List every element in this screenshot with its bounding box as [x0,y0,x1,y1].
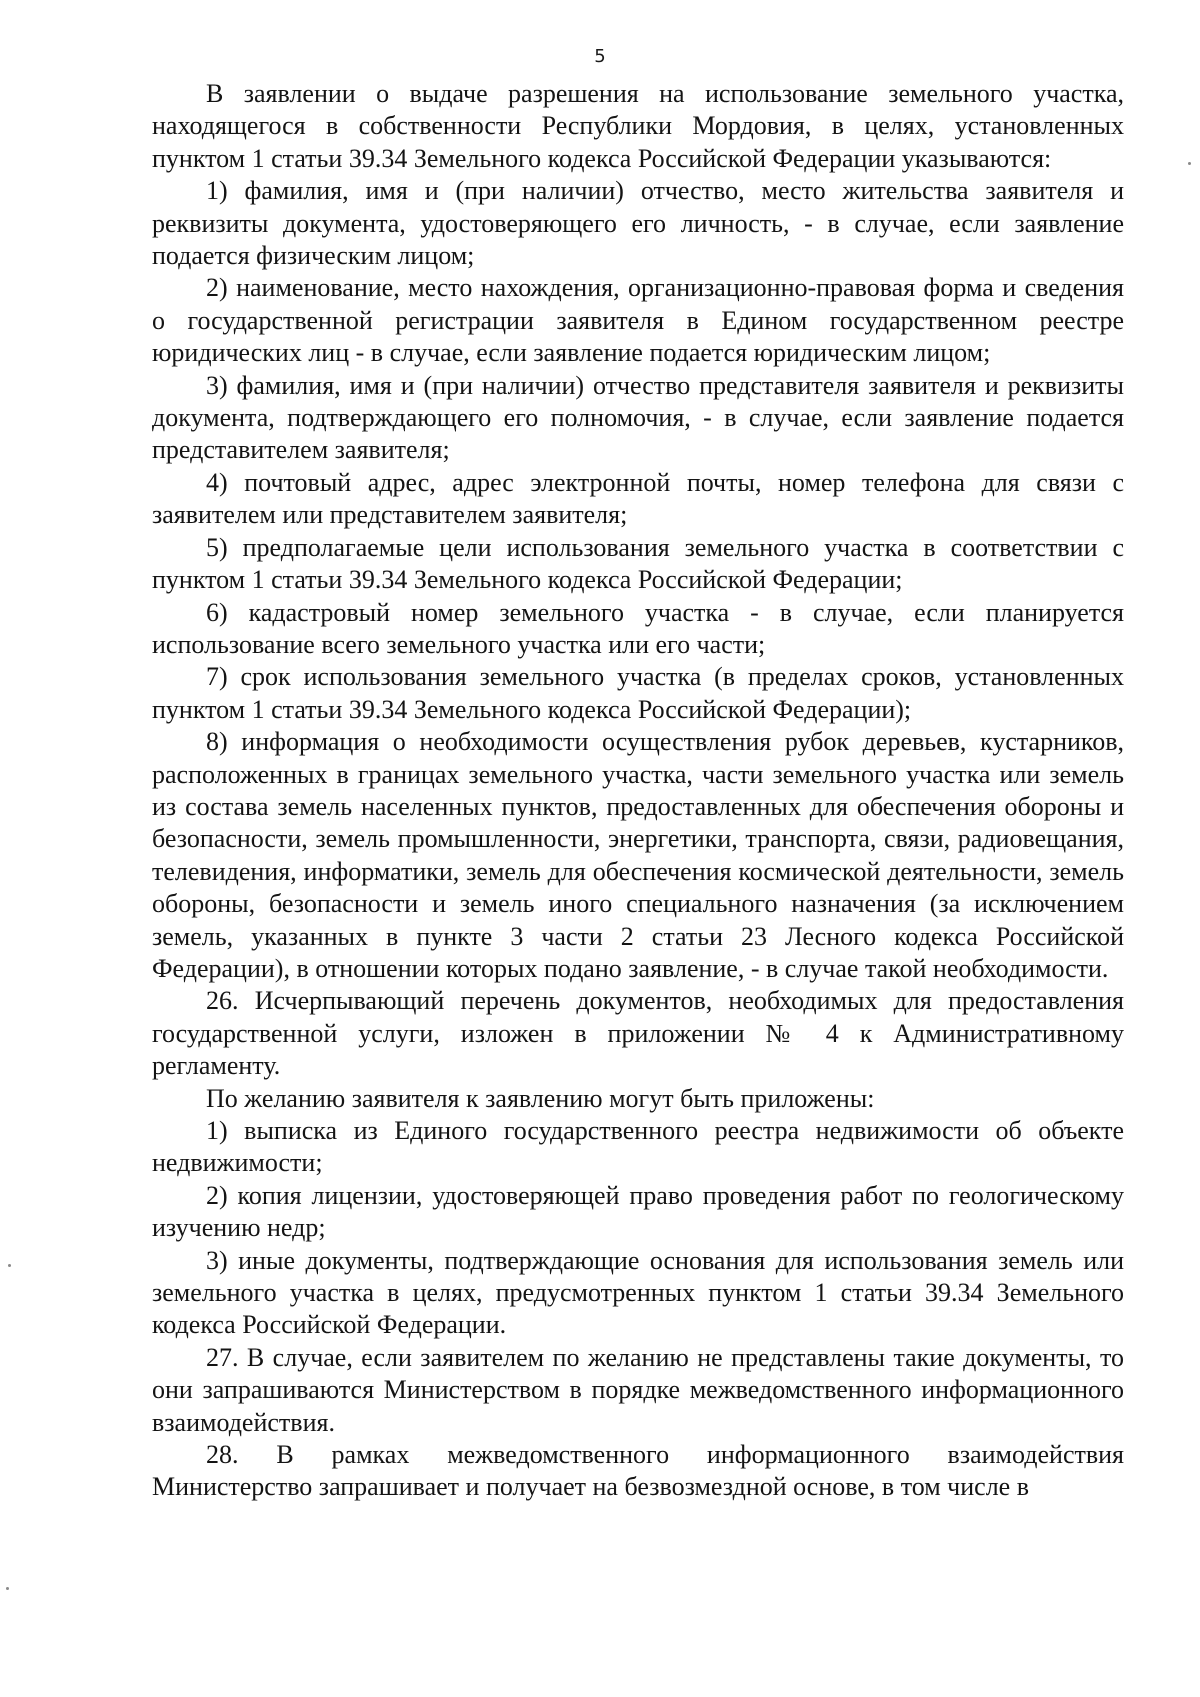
scan-speck [8,1264,11,1267]
list-item-5: 5) предполагаемые цели использования земельного участка в соответствии с пунктом 1 статьи 39.34 Земельного кодекса Российской Федерации; [152,532,1124,595]
paragraph-intro: В заявлении о выдаче разрешения на использование земельного участка, находящегося в собственности Республики Мордовия, в целях, установленных пунктом 1 статьи 39.34 Земельного кодекса Российской Федерации указываются: [152,79,1124,173]
list-item-8: 8) информация о необходимости осуществления рубок деревьев, кустарников, расположенных в границах земельного участка, части земельного участка или земель из состава земель населенных пунктов, предоставленных для обеспечения обороны и безопасности, земель промышленности, энергетики, транспорта, связи, радиовещания, телевидения, информатики, земель для обеспечения космической деятельности, земель обороны, безопасности и земель иного специального назначения (за исключением земель, указанных в пункте 3 части 2 статьи 23 Лесного кодекса Российской Федерации), в отношении которых подано заявление, - в случае такой необходимости. [152,727,1124,983]
optional-doc-2: 2) копия лицензии, удостоверяющей право проведения работ по геологическому изучению недр; [152,1180,1124,1243]
paragraph-optional-docs: По желанию заявителя к заявлению могут быть приложены: [206,1083,875,1113]
optional-doc-3: 3) иные документы, подтверждающие основания для использования земель или земельного участка в целях, предусмотренных пунктом 1 статьи 39.34 Земельного кодекса Российской Федерации. [152,1245,1124,1340]
list-item-1: 1) фамилия, имя и (при наличии) отчество, место жительства заявителя и реквизиты документа, удостоверяющего его личность, - в случае, если заявление подается физическим лицом; [152,176,1124,271]
document-body [152,78,1124,1504]
optional-doc-1: 1) выписка из Единого государственного реестра недвижимости об объекте недвижимости; [152,1116,1124,1178]
list-item-6: 6) кадастровый номер земельного участка - в случае, если планируется использование всего земельного участка или его части; [152,597,1124,659]
scan-speck [6,1587,9,1590]
list-item-3: 3) фамилия, имя и (при наличии) отчество представителя заявителя и реквизиты документа, подтверждающего его полномочия, - в случае, если заявление подается представителем заявителя; [152,370,1124,465]
paragraph-28: 28. В рамках межведомственного информационного взаимодействия Министерство запрашивает и получает на безвозмездной основе, в том числе в [152,1440,1124,1502]
list-item-4: 4) почтовый адрес, адрес электронной почты, номер телефона для связи с заявителем или представителем заявителя; [152,467,1124,530]
paragraph-27: 27. В случае, если заявителем по желанию не представлены такие документы, то они запрашиваются Министерством в порядке межведомственного информационного взаимодействия. [152,1342,1124,1437]
list-item-7: 7) срок использования земельного участка (в пределах сроков, установленных пунктом 1 статьи 39.34 Земельного кодекса Российской Федерации); [152,662,1124,724]
paragraph-26: 26. Исчерпывающий перечень документов, необходимых для предоставления государственной услуги, изложен в приложении № 4 к Административному регламенту. [152,986,1124,1081]
page-number: 5 [594,46,606,67]
list-item-2: 2) наименование, место нахождения, организационно-правовая форма и сведения о государственной регистрации заявителя в Едином государственном реестре юридических лиц - в случае, если заявление подается юридическим лицом; [152,273,1124,368]
scan-speck [1188,162,1191,165]
